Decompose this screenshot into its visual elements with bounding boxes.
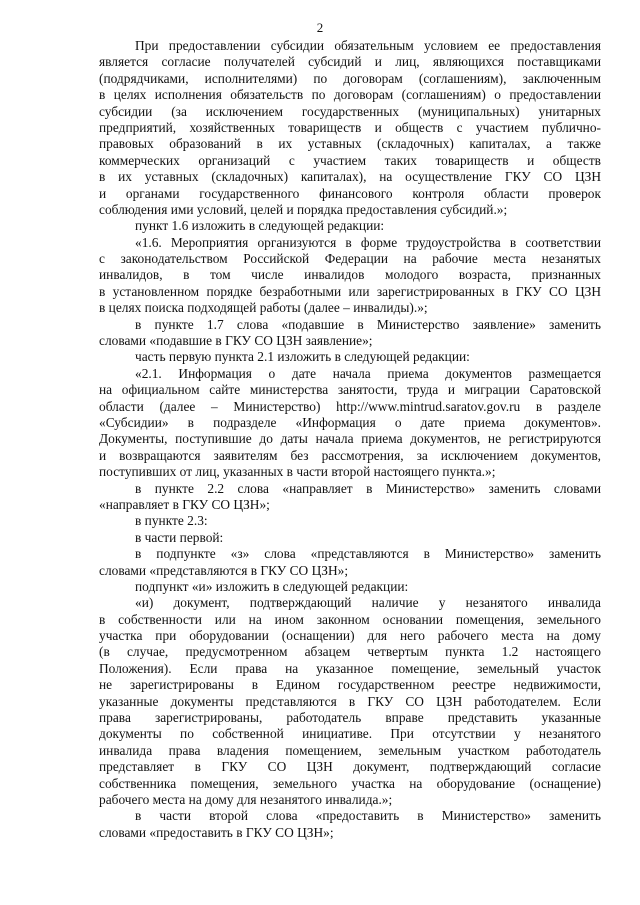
text-line: (подрядчиками, исполнителями) по договорам (соглашениям), заключенным [99, 70, 601, 86]
text-line: в пункте 2.2 слова «направляет в Министерство» заменить словами [135, 480, 601, 496]
paragraph [99, 218, 601, 234]
text-line: в установленном порядке безработными или зарегистрированных в ГКУ СО ЦЗН [99, 283, 601, 299]
text-line: представляет в ГКУ СО ЦЗН документ, подтверждающий согласие [99, 759, 601, 775]
text-line: Документы, поступившие до даты начала приема документов, не регистрируются [99, 431, 601, 447]
text-line: соблюдения ими условий, целей и порядка предоставления субсидий.»; [99, 201, 508, 217]
text-line: в собственности или на ином законном основании помещения, земельного [99, 611, 601, 627]
paragraph [99, 530, 601, 546]
text-line: в части первой: [135, 529, 224, 545]
text-line: «1.6. Мероприятия организуются в форме трудоустройства в соответствии [135, 234, 601, 250]
text-line: коммерческих организаций с участием таких товариществ и обществ [99, 152, 601, 168]
text-line: участка при оборудовании (оснащении) для него рабочего места на дому [99, 628, 601, 644]
text-line: субсидии (за исключением государственных (муниципальных) унитарных [99, 103, 601, 119]
text-line: на официальном сайте министерства занятости, труда и миграции Саратовской [99, 382, 601, 398]
text-line: «направляет в ГКУ СО ЦЗН»; [99, 496, 270, 512]
text-line: «2.1. Информация о дате начала приема документов размещается [135, 365, 601, 381]
text-line: и органами государственного финансового контроля области проверок [99, 185, 601, 201]
paragraph [99, 317, 601, 350]
text-line: в части второй слова «предоставить в Министерство» заменить [135, 808, 601, 824]
paragraph [99, 366, 601, 481]
text-line: предприятий, хозяйственных товариществ и обществ с участием публично- [99, 119, 601, 135]
text-line: поступивших от лиц, указанных в части второй настоящего пункта.»; [99, 464, 496, 480]
text-line: словами «представляются в ГКУ СО ЦЗН»; [99, 562, 349, 578]
paragraph [99, 513, 601, 529]
paragraph [99, 546, 601, 579]
text-line: словами «предоставить в ГКУ СО ЦЗН»; [99, 824, 334, 840]
text-line: является согласие получателей субсидий и лиц, являющихся поставщиками [99, 54, 601, 70]
text-line: При предоставлении субсидии обязательным условием ее предоставления [135, 38, 601, 53]
text-line: в пункте 1.7 слова «подавшие в Министерство заявление» заменить [135, 316, 601, 332]
text-line: в целях поиска подходящей работы (далее – инвалиды).»; [99, 300, 428, 316]
text-line: и возвращаются заявителям без рассмотрения, за исключением документов, [99, 447, 601, 463]
text-line: документы по собственной инициативе. При отсутствии у незанятого [99, 726, 601, 742]
text-line: правовых образований в их уставных (складочных) капиталах, а также [99, 136, 601, 152]
text-line: (в случае, предусмотренном абзацем четвертым пункта 1.2 настоящего [99, 644, 601, 660]
text-line: Положения). Если права на указанное помещение, земельный участок [99, 660, 601, 676]
text-line: области (далее – Министерство) http://www.mintrud.saratov.gov.ru в разделе [99, 398, 601, 414]
text-line: не зарегистрированы в Едином государственном реестре недвижимости, [99, 677, 601, 693]
text-line: в подпункте «з» слова «представляются в Министерство» заменить [135, 546, 601, 562]
paragraph [99, 595, 601, 808]
paragraph [99, 38, 601, 218]
text-line: в пункте 2.3: [135, 513, 208, 529]
text-line: указанные документы представляются в ГКУ СО ЦЗН работодателем. Если [99, 693, 601, 709]
text-line: подпункт «и» изложить в следующей редакции: [135, 578, 409, 594]
text-line: словами «подавшие в ГКУ СО ЦЗН заявление»; [99, 333, 373, 349]
text-line: в их уставных (складочных) капиталах), на осуществление ГКУ СО ЦЗН [99, 169, 601, 185]
paragraph [99, 579, 601, 595]
page-number: 2 [316, 20, 324, 35]
text-line: права зарегистрированы, работодатель вправе представить указанные [99, 710, 601, 726]
text-line: «и) документ, подтверждающий наличие у незанятого инвалида [135, 595, 601, 611]
paragraph [99, 808, 601, 841]
paragraph [99, 481, 601, 514]
text-line: с законодательством Российской Федерации на рабочие места незанятых [99, 251, 601, 267]
text-line: инвалидов, в том числе инвалидов молодого возраста, признанных [99, 267, 601, 283]
text-line: рабочего места на дому для незанятого инвалида.»; [99, 791, 393, 807]
text-line: инвалида права владения помещением, земельным участком работодатель [99, 742, 601, 758]
text-line: собственника помещения, земельного участка на оборудование (оснащение) [99, 775, 601, 791]
text-line: часть первую пункта 2.1 изложить в следующей редакции: [135, 349, 470, 365]
text-line: пункт 1.6 изложить в следующей редакции: [135, 218, 385, 234]
paragraph [99, 235, 601, 317]
paragraph [99, 349, 601, 365]
document-body [99, 38, 601, 841]
text-line: «Субсидии» в подразделе «Информация о дате приема документов». [99, 414, 601, 430]
text-line: в целях исполнения обязательств по договорам (соглашениям) о предоставлении [99, 87, 601, 103]
